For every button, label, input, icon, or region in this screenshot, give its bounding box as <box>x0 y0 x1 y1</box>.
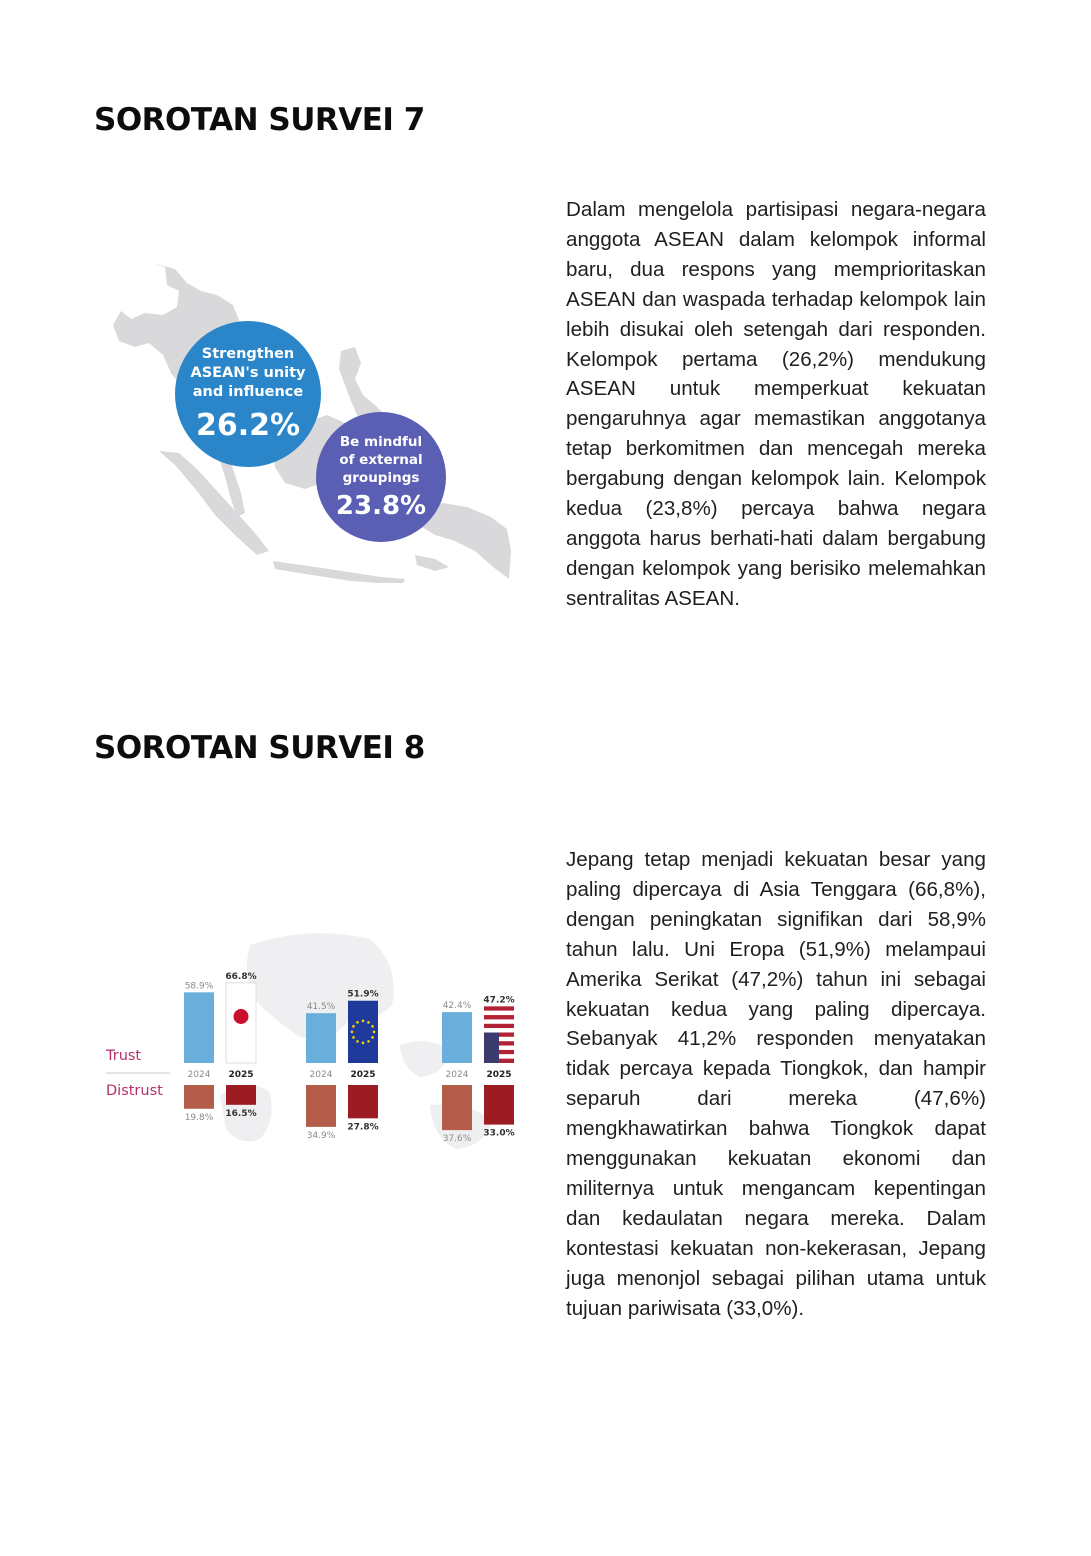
bubble-b-line-2: of external <box>339 452 423 468</box>
mindful-groupings-bubble <box>316 412 446 542</box>
japan-flag <box>226 983 256 1063</box>
distrust-bar-2024 <box>184 1085 214 1109</box>
bubble-a-line-3: and influence <box>192 384 304 400</box>
usa-flag <box>484 1006 514 1063</box>
eu-flag-star <box>371 1036 374 1039</box>
eu-flag-star <box>373 1031 376 1034</box>
us-flag-stripe <box>484 1015 514 1019</box>
asean-groupings-figure <box>105 255 515 585</box>
bubble-b-line-1: Be mindful <box>339 434 423 450</box>
eu-flag-star <box>352 1025 355 1028</box>
year-label-2024: 2024 <box>445 1070 469 1080</box>
year-label-2024: 2024 <box>187 1070 211 1080</box>
section-8-title: SOROTAN SURVEI 8 <box>94 730 425 766</box>
year-label-2025: 2025 <box>350 1070 376 1080</box>
eu-flag-star <box>362 1020 365 1023</box>
legend-distrust: Distrust <box>106 1083 163 1099</box>
trust-label-2024: 41.5% <box>306 1002 336 1013</box>
distrust-bar-2024 <box>306 1085 336 1127</box>
bubble-a-value: 26.2% <box>195 408 301 443</box>
distrust-bar-2025 <box>226 1085 256 1105</box>
eu-flag-star <box>367 1040 370 1043</box>
section-7-paragraph: Dalam mengelola partisipasi negara-negara anggota ASEAN dalam kelompok informal baru, dua respons yang memprioritaskan ASEAN dan waspada terhadap kelompok lain lebih disukai oleh setengah dari responden. Kelompok pertama (26,2%) mendukung ASEAN untuk memperkuat kekuatan pengaruhnya agar memastikan anggotanya tetap berkomitmen dan mencegah mereka bergabung dengan kelompok lain. Kelompok kedua (23,8%) percaya bahwa negara anggota harus berhati-hati dalam bergabung dengan kelompok yang berisiko melemahkan sentralitas ASEAN. <box>566 198 986 610</box>
eu-flag-star <box>367 1021 370 1024</box>
us-flag-stripe <box>484 1024 514 1028</box>
strengthen-unity-bubble <box>175 321 321 467</box>
year-label-2025: 2025 <box>486 1070 512 1080</box>
trust-chart-svg <box>100 925 530 1165</box>
trust-label-2024: 42.4% <box>442 1001 472 1012</box>
trust-label-2025: 47.2% <box>483 995 515 1006</box>
trust-label-2025: 66.8% <box>225 971 257 982</box>
us-flag-stripe <box>484 1028 514 1032</box>
trust-label-2024: 58.9% <box>184 981 214 992</box>
distrust-label-2025: 27.8% <box>347 1122 379 1133</box>
eu-flag-star <box>356 1021 359 1024</box>
section-7-title: SOROTAN SURVEI 7 <box>94 102 425 138</box>
trust-label-2025: 51.9% <box>347 989 379 1000</box>
section-8-paragraph: Jepang tetap menjadi kekuatan besar yang paling dipercaya di Asia Tenggara (66,8%), dengan peningkatan signifikan dari 58,9% tahun lalu. Uni Eropa (51,9%) melampaui Amerika Serikat (47,2%) tahun ini sebagai kekuatan kedua yang paling dipercaya. Sebanyak 41,2% responden menyatakan tidak percaya kepada Tiongkok, dan hampir separuh dari mereka (47,6%) mengkhawatirkan bahwa Tiongkok dapat menggunakan kekuatan ekonomi dan militernya untuk mengancam kepentingan dan kedaulatan negara mereka. Dalam kontestasi kekuatan non-kekerasan, Jepang juga menonjol sebagai pilihan utama untuk tujuan pariwisata (33,0%). <box>566 848 986 1320</box>
bubble-a-line-1: Strengthen <box>201 346 295 362</box>
distrust-label-2025: 33.0% <box>483 1128 515 1139</box>
trust-bar-2024 <box>306 1013 336 1063</box>
distrust-bar-2025 <box>348 1085 378 1118</box>
japan-flag-disc <box>234 1009 249 1024</box>
legend-trust: Trust <box>106 1048 142 1064</box>
distrust-label-2024: 37.6% <box>442 1134 472 1145</box>
trust-distrust-chart <box>100 925 530 1165</box>
bubble-a-line-2: ASEAN's unity <box>190 365 306 381</box>
eu-flag-star <box>356 1040 359 1043</box>
us-flag-stripe <box>484 1006 514 1010</box>
us-flag-stripe <box>484 1019 514 1023</box>
bubble-b-value: 23.8% <box>335 491 427 521</box>
year-label-2024: 2024 <box>309 1070 333 1080</box>
distrust-label-2024: 19.8% <box>184 1112 214 1123</box>
eu-flag-star <box>352 1036 355 1039</box>
eu-flag <box>348 1001 378 1063</box>
bubble-b-line-3: groupings <box>342 470 420 486</box>
distrust-label-2024: 34.9% <box>306 1130 336 1141</box>
eu-flag-star <box>362 1042 365 1045</box>
year-label-2025: 2025 <box>228 1070 254 1080</box>
eu-flag-star <box>351 1031 354 1034</box>
distrust-bar-2024 <box>442 1085 472 1130</box>
trust-bar-2024 <box>184 992 214 1063</box>
distrust-label-2025: 16.5% <box>225 1108 257 1119</box>
eu-flag-star <box>371 1025 374 1028</box>
distrust-bar-2025 <box>484 1085 514 1125</box>
us-flag-stripe <box>484 1011 514 1015</box>
us-flag-canton <box>484 1033 499 1063</box>
trust-bar-2024 <box>442 1012 472 1063</box>
